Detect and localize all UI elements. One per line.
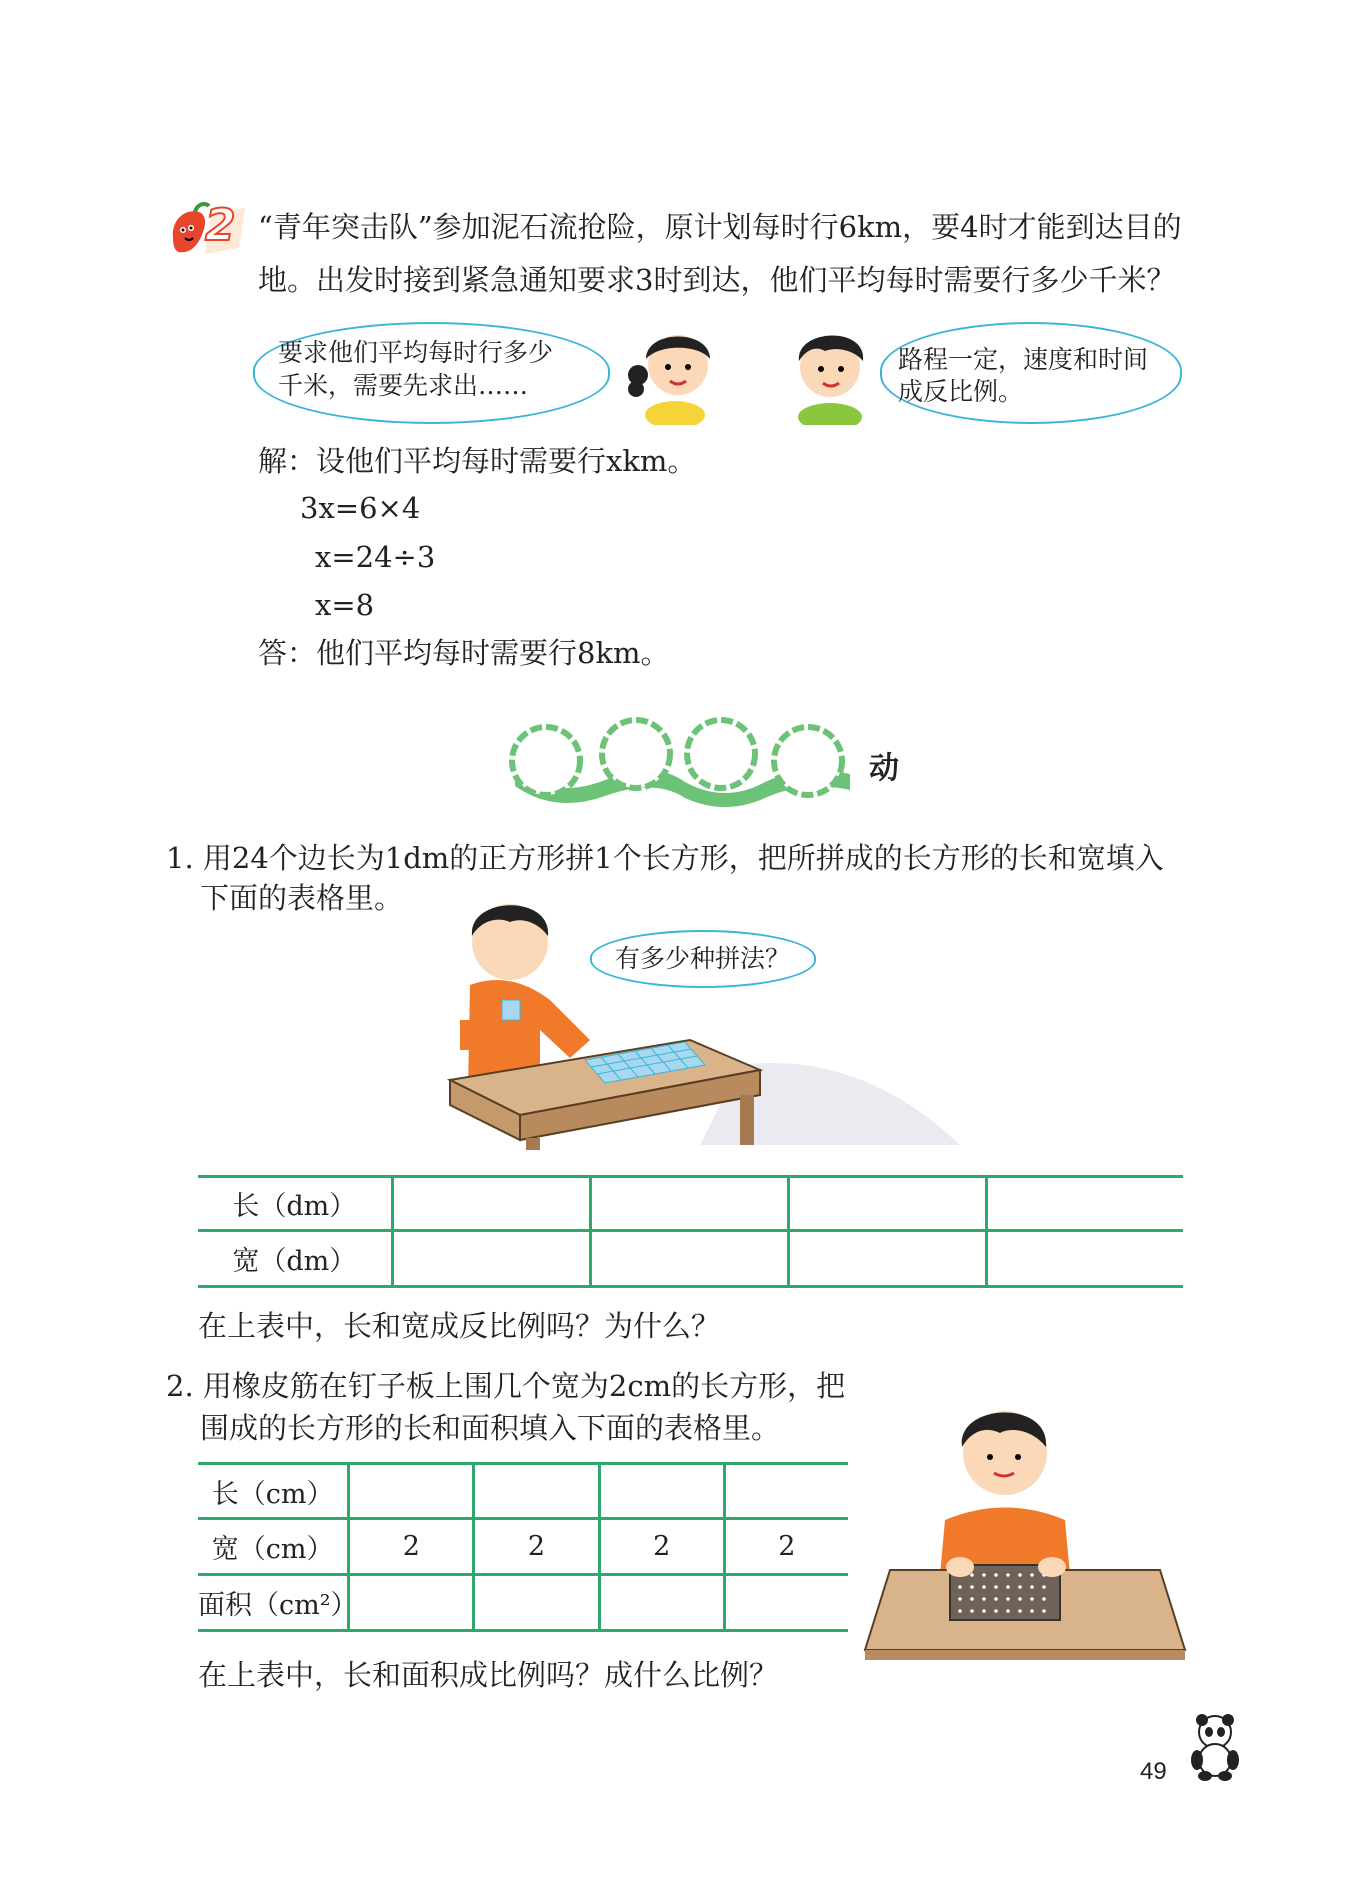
table-row	[198, 1231, 1183, 1287]
activity-badge-4	[770, 723, 899, 799]
boy-pegboard-illustration	[860, 1395, 1195, 1670]
table-cell[interactable]: 2	[349, 1519, 474, 1575]
example-number: 2	[205, 200, 236, 251]
activity-badge-2	[598, 716, 674, 792]
boy-illustration	[775, 315, 885, 425]
table-cell[interactable]	[986, 1177, 1183, 1231]
table-cell[interactable]	[590, 1231, 788, 1287]
table-cell[interactable]	[599, 1575, 724, 1631]
solution-answer: 答：他们平均每时需要行8km。	[258, 636, 670, 670]
row-label: 面积（cm²）	[198, 1575, 349, 1631]
row-label: 宽（cm）	[198, 1519, 349, 1575]
table-row	[198, 1575, 848, 1631]
table-cell[interactable]	[788, 1231, 986, 1287]
row-label: 宽（dm）	[198, 1231, 392, 1287]
table-cell[interactable]	[474, 1575, 599, 1631]
boy-bubble-line2: 成反比例。	[898, 377, 1024, 406]
table-cell[interactable]	[349, 1464, 474, 1519]
task1-question: 在上表中，长和宽成反比例吗？为什么？	[198, 1309, 721, 1343]
boy-at-table-illustration	[440, 890, 960, 1150]
task1-table	[198, 1175, 1183, 1288]
table-cell[interactable]	[474, 1464, 599, 1519]
girl-illustration	[620, 315, 730, 425]
table-cell[interactable]	[986, 1231, 1183, 1287]
table-cell[interactable]	[349, 1575, 474, 1631]
solution-equation-2: x=24÷3	[315, 540, 436, 574]
task1-line1: 1. 用24个边长为1dm的正方形拼1个长方形，把所拼成的长方形的长和宽填入	[166, 841, 1164, 875]
task1-line2: 下面的表格里。	[200, 881, 404, 915]
page-number: 49	[1140, 1758, 1167, 1785]
table-cell[interactable]	[392, 1177, 590, 1231]
solution-equation-3: x=8	[315, 588, 375, 622]
solution-let-line: 解：设他们平均每时需要行xkm。	[258, 444, 697, 478]
activity-badge-3	[683, 716, 759, 792]
girl-bubble-line1: 要求他们平均每时行多少	[278, 338, 554, 367]
table-cell[interactable]	[590, 1177, 788, 1231]
activity-char: 动	[869, 751, 899, 786]
table-row	[198, 1177, 1183, 1231]
solution-equation-1: 3x=6×4	[300, 491, 421, 525]
row-label: 长（cm）	[198, 1464, 349, 1519]
task2-line2: 围成的长方形的长和面积填入下面的表格里。	[200, 1411, 781, 1445]
table-cell[interactable]: 2	[474, 1519, 599, 1575]
table-cell[interactable]: 2	[599, 1519, 724, 1575]
row-label: 长（dm）	[198, 1177, 392, 1231]
example-problem-line1: “青年突击队”参加泥石流抢险，原计划每时行6km，要4时才能到达目的	[258, 210, 1182, 244]
table-cell[interactable]	[392, 1231, 590, 1287]
example-problem-line2: 地。出发时接到紧急通知要求3时到达，他们平均每时需要行多少千米？	[258, 263, 1176, 297]
table-row	[198, 1464, 848, 1519]
task2-table	[198, 1462, 848, 1632]
table-cell[interactable]	[724, 1464, 848, 1519]
table-cell[interactable]: 2	[724, 1519, 848, 1575]
table-row	[198, 1519, 848, 1575]
table-cell[interactable]	[599, 1464, 724, 1519]
task2-line1: 2. 用橡皮筋在钉子板上围几个宽为2cm的长方形，把	[166, 1369, 846, 1403]
task1-bubble-text: 有多少种拼法？	[615, 944, 791, 973]
girl-bubble-line2: 千米，需要先求出……	[278, 371, 529, 400]
table-cell[interactable]	[788, 1177, 986, 1231]
boy-bubble-line1: 路程一定，速度和时间	[898, 345, 1149, 374]
panda-icon	[1185, 1712, 1245, 1782]
example-badge	[165, 198, 249, 262]
activity-badge-1	[508, 723, 584, 799]
task2-question: 在上表中，长和面积成比例吗？成什么比例？	[198, 1658, 779, 1692]
table-cell[interactable]	[724, 1575, 848, 1631]
